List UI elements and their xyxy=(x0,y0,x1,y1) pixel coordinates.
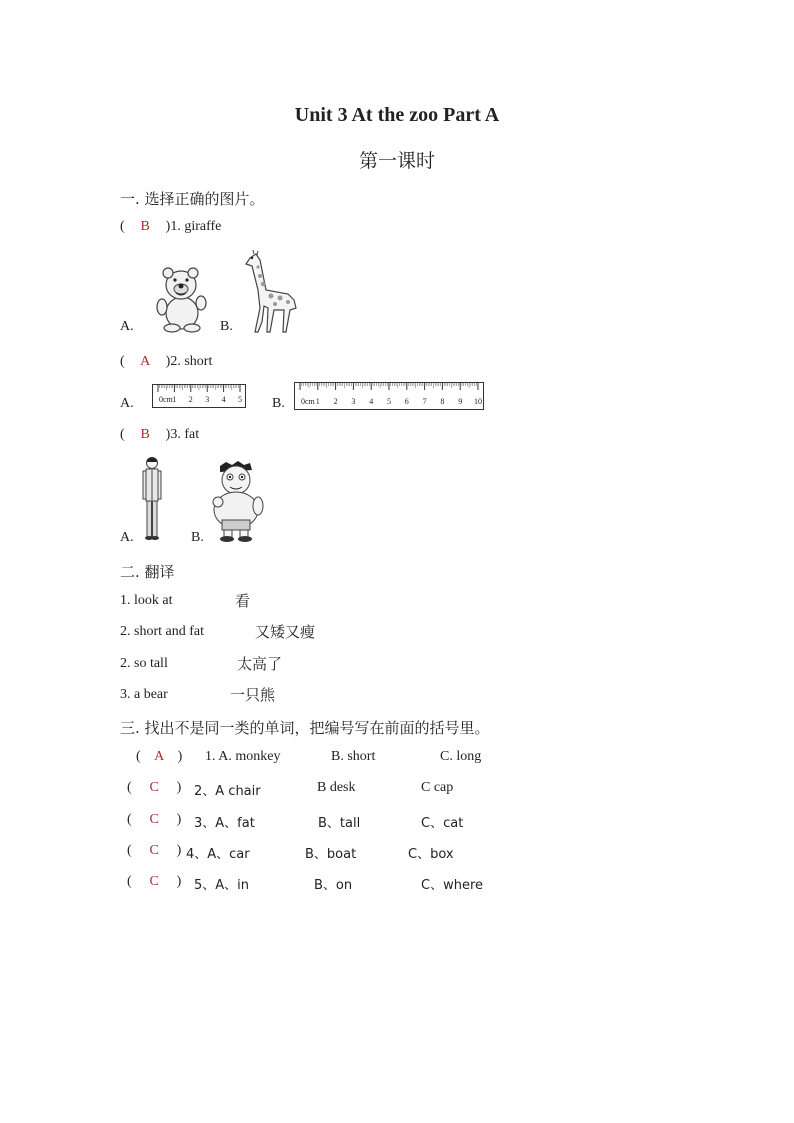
ruler-tick-label: 3 xyxy=(205,395,210,404)
odd-answer-4[interactable]: C xyxy=(149,843,159,858)
row3-choice-c: C、cat xyxy=(421,816,464,831)
row4-choice-b: B、boat xyxy=(305,847,357,862)
answer-2[interactable]: A xyxy=(140,354,151,369)
paren-close: ) xyxy=(177,749,183,764)
thin-man-icon xyxy=(140,456,164,542)
paren-open: ( xyxy=(120,354,125,369)
odd-answer-1[interactable]: A xyxy=(154,749,165,764)
ruler-tick-label: 0cm xyxy=(301,397,315,406)
answer-1[interactable]: B xyxy=(140,219,150,234)
short-ruler-icon xyxy=(152,384,246,408)
section1-heading: 一. 选择正确的图片。 xyxy=(120,190,265,208)
translate-item-3-answer[interactable]: 太高了 xyxy=(237,655,283,673)
page-title: Unit 3 At the zoo Part A xyxy=(294,104,500,126)
row2-choice-c: C cap xyxy=(421,780,454,795)
row2-choice-b: B desk xyxy=(317,780,356,795)
row4-choice-a: 4、A、car xyxy=(186,847,250,862)
section2-heading: 二. 翻译 xyxy=(120,563,175,581)
paren-close: ) xyxy=(176,780,182,795)
question-1-text: 1. giraffe xyxy=(170,219,222,234)
odd-one-out-row xyxy=(127,843,181,859)
paren-open: ( xyxy=(127,812,132,827)
row5-choice-c: C、where xyxy=(421,878,484,893)
long-ruler-icon xyxy=(294,382,484,410)
ruler-tick-label: 1 xyxy=(315,397,320,406)
row1-choice-c: C. long xyxy=(440,749,482,764)
odd-answer-3[interactable]: C xyxy=(149,812,159,827)
paren-close: ) xyxy=(165,427,171,442)
translate-item-2-answer[interactable]: 又矮又瘦 xyxy=(255,623,316,641)
odd-one-out-row xyxy=(127,812,181,828)
paren-open: ( xyxy=(127,780,132,795)
paren-open: ( xyxy=(127,843,132,858)
ruler-tick-label: 10 xyxy=(474,397,482,406)
odd-one-out-row xyxy=(136,749,182,765)
translate-item-2-phrase: 2. short and fat xyxy=(120,624,204,639)
question-3-text: 3. fat xyxy=(170,427,200,442)
ruler-tick-label: 7 xyxy=(422,397,427,406)
ruler-tick-label: 4 xyxy=(369,397,374,406)
row3-choice-b: B、tall xyxy=(318,816,361,831)
odd-one-out-row xyxy=(127,780,181,796)
ruler-tick-label: 9 xyxy=(458,397,463,406)
ruler-tick-label: 5 xyxy=(238,395,242,404)
paren-close: ) xyxy=(165,219,171,234)
giraffe-icon xyxy=(240,250,302,334)
translate-item-3-phrase: 2. so tall xyxy=(120,656,168,671)
paren-close: ) xyxy=(165,354,171,369)
row2-choice-a: 2、A chair xyxy=(194,784,261,799)
ruler-tick-label: 5 xyxy=(387,397,391,406)
paren-close: ) xyxy=(176,812,182,827)
q1-option-a-label: A. xyxy=(120,319,134,334)
page-subtitle: 第一课时 xyxy=(358,150,435,172)
answer-3[interactable]: B xyxy=(140,427,150,442)
row5-choice-b: B、on xyxy=(314,878,353,893)
translate-item-1-phrase: 1. look at xyxy=(120,593,173,608)
row3-choice-a: 3、A、fat xyxy=(194,816,255,831)
ruler-tick-label: 1 xyxy=(172,395,177,404)
q3-option-b-label: B. xyxy=(191,530,204,545)
q3-option-a-label: A. xyxy=(120,530,134,545)
question-2 xyxy=(120,354,212,370)
paren-open: ( xyxy=(120,427,125,442)
ruler-tick-label: 0cm xyxy=(159,395,173,404)
paren-open: ( xyxy=(136,749,141,764)
ruler-tick-label: 6 xyxy=(404,397,409,406)
question-2-text: 2. short xyxy=(170,354,213,369)
odd-one-out-row xyxy=(127,874,181,890)
ruler-tick-label: 8 xyxy=(440,397,445,406)
row5-choice-a: 5、A、in xyxy=(194,878,250,893)
odd-answer-5[interactable]: C xyxy=(149,874,159,889)
bear-icon xyxy=(154,265,210,333)
row1-choice-b: B. short xyxy=(331,749,376,764)
translate-item-4-answer[interactable]: 一只熊 xyxy=(230,686,276,704)
ruler-tick-label: 2 xyxy=(188,395,193,404)
translate-item-1-answer[interactable]: 看 xyxy=(235,592,251,610)
question-3 xyxy=(120,427,199,443)
paren-close: ) xyxy=(176,843,182,858)
ruler-tick-label: 4 xyxy=(221,395,226,404)
section3-heading: 三. 找出不是同一类的单词，把编号写在前面的括号里。 xyxy=(120,719,490,737)
ruler-tick-label: 3 xyxy=(351,397,356,406)
ruler-tick-label: 2 xyxy=(333,397,338,406)
translate-item-4-phrase: 3. a bear xyxy=(120,687,168,702)
paren-open: ( xyxy=(127,874,132,889)
question-1 xyxy=(120,219,221,235)
q1-option-b-label: B. xyxy=(220,319,233,334)
row4-choice-c: C、box xyxy=(408,847,454,862)
row1-choice-a: 1. A. monkey xyxy=(205,749,281,764)
paren-close: ) xyxy=(176,874,182,889)
fat-boy-icon xyxy=(206,460,266,542)
q2-option-a-label: A. xyxy=(120,396,134,411)
paren-open: ( xyxy=(120,219,125,234)
q2-option-b-label: B. xyxy=(272,396,285,411)
odd-answer-2[interactable]: C xyxy=(149,780,159,795)
